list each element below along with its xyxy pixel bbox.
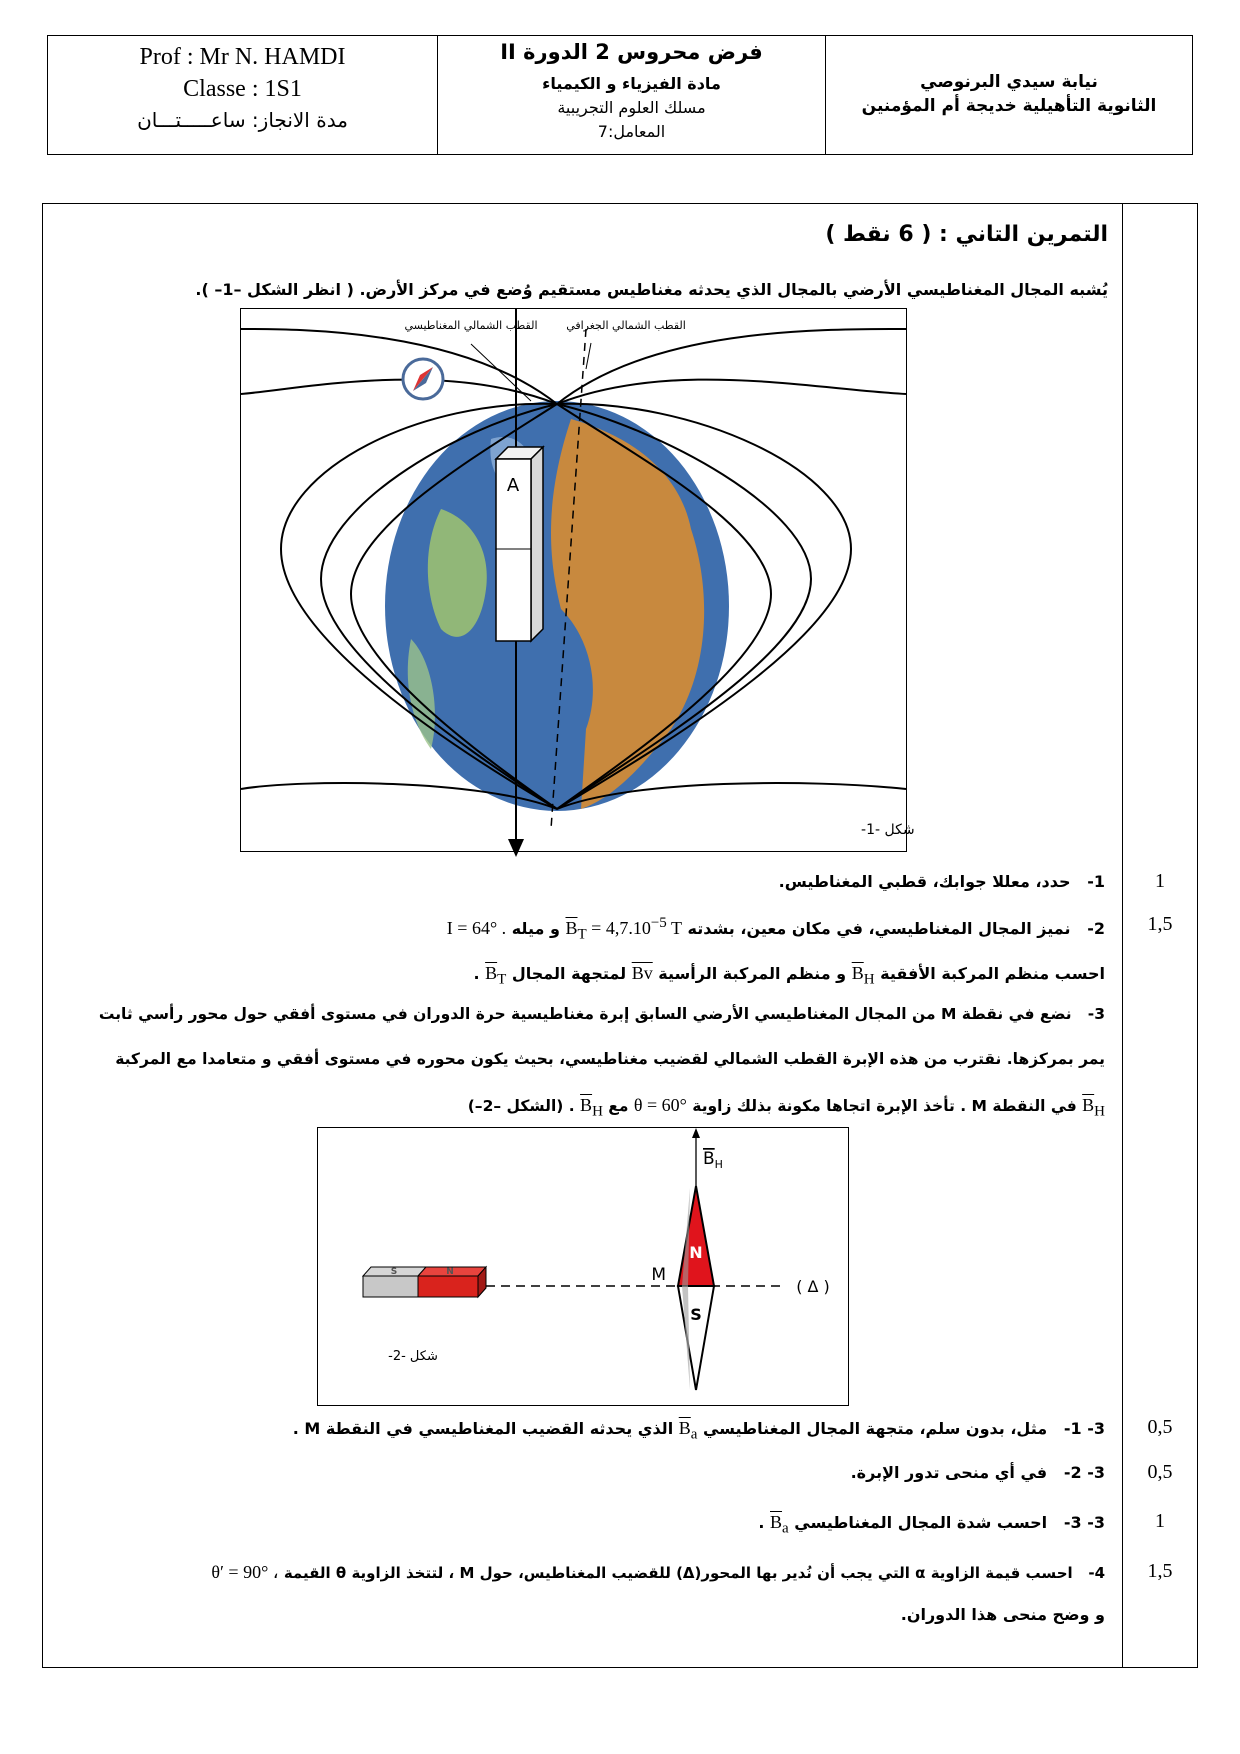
needle-n-label: N xyxy=(689,1243,703,1262)
score-q1: 1 xyxy=(1155,870,1165,892)
theta-60: θ = 60° xyxy=(633,1095,687,1115)
score-q4: 1,5 xyxy=(1147,1560,1173,1582)
question-2 xyxy=(447,915,1105,944)
theta-prime-90: θ′ = 90° ، xyxy=(211,1562,279,1582)
svg-text:S: S xyxy=(390,1267,398,1277)
score-column-divider xyxy=(1122,203,1123,1668)
teacher-name: Prof : Mr N. HAMDI xyxy=(139,44,346,70)
question-2-text: نميز المجال المغناطيسي، في مكان معين، بشدته xyxy=(687,919,1071,938)
exercise-title: التمرين التاني : ( 6 نقط ) xyxy=(825,222,1108,247)
question-4-line2: و وضح منحى هذا الدوران. xyxy=(900,1605,1105,1624)
class-name: Classe : 1S1 xyxy=(183,76,302,102)
magnet-letter: A xyxy=(506,475,520,496)
track: مسلك العلوم التجريبية xyxy=(557,98,706,117)
vector-bh-inline: $\overline{B}_H$ xyxy=(1082,1095,1105,1120)
score-q3-2: 0,5 xyxy=(1147,1461,1173,1483)
header-table xyxy=(47,35,1193,155)
subject: مادة الفيزياء و الكيمياء xyxy=(542,74,721,93)
question-2-line2: احسب منظم المركبة الأفقية $\overline{B}_H$ و منظم المركبة الرأسية $\overline{Bv}$ لمتجهة المجال $\overline{B}_T$ . xyxy=(473,963,1105,988)
school-name: الثانوية التأهيلية خديجة أم المؤمنين xyxy=(861,96,1157,116)
question-3-line2: يمر بمركزها. نقترب من هذه الإبرة القطب الشمالي لقضيب مغناطيسي، بحيث يكون محوره في مستوى أفقي و متعامدا مع المركبة xyxy=(115,1050,1105,1068)
bar-magnet-small xyxy=(363,1267,486,1297)
svg-text:N: N xyxy=(446,1267,454,1277)
formula-bt: $\overline{B}_T = 4,7.10^{-5}$ T xyxy=(565,915,682,943)
vector-bt: $\overline{B}_T$ xyxy=(485,963,507,988)
point-m-label: M xyxy=(651,1265,666,1285)
bar-magnet xyxy=(496,447,543,641)
axis-label: ( Δ ) xyxy=(796,1277,830,1296)
question-3-2: 3- 2- في أي منحى تدور الإبرة. xyxy=(850,1463,1105,1482)
vector-bv: $\overline{Bv}$ xyxy=(631,963,653,983)
question-3-3-number: 3- 3- xyxy=(1063,1513,1105,1532)
vector-ba-2: $\overline{B}_a$ xyxy=(770,1512,789,1537)
bh-label: $B_H$ xyxy=(703,1149,723,1171)
question-3-2-number: 3- 2- xyxy=(1063,1463,1105,1482)
figure-2-needle-magnet xyxy=(317,1127,849,1406)
question-1 xyxy=(779,872,1105,891)
figure-1-caption: شكل -1- xyxy=(861,822,915,838)
question-3-3: 3- 3- احسب شدة المجال المغناطيسي $\overline{B}_a$ . xyxy=(758,1512,1105,1537)
header-school-cell xyxy=(826,36,1192,154)
question-4-number: 4- xyxy=(1088,1564,1105,1582)
figure-1-earth-field xyxy=(240,308,915,852)
compass-needle xyxy=(678,1186,714,1390)
question-3-line3: $\overline{B}_H$ في النقطة M . تأخذ الإبرة اتجاها مكونة بذلك زاوية θ = 60° مع $\overline{B}_H$ . (الشكل –2–) xyxy=(467,1095,1105,1120)
exam-title: فرض محروس 2 الدورة II xyxy=(500,40,763,64)
needle-s-label: S xyxy=(690,1305,702,1324)
score-q2: 1,5 xyxy=(1147,913,1173,935)
vector-bh: $\overline{B}_H$ xyxy=(851,963,875,988)
question-3-1: 3- 1- مثل، بدون سلم، متجهة المجال المغناطيسي $\overline{B}_a$ الذي يحدثه القضيب المغناطيسي في النقطة M . xyxy=(292,1418,1105,1443)
header-exam-cell xyxy=(438,36,826,154)
score-q3-1: 0,5 xyxy=(1147,1416,1173,1438)
exercise-intro: يُشبه المجال المغناطيسي الأرضي بالمجال الذي يحدثه مغناطيس مستقيم وُضع في مركز الأرض. ( انظر الشكل –1– ). xyxy=(195,280,1108,299)
question-4: 4- احسب قيمة الزاوية α التي يجب أن نُدير بها المحور(Δ) للقضيب المغناطيس، حول M ، لتتخذ الزاوية θ القيمة θ′ = 90° ، xyxy=(211,1562,1105,1582)
directorate: نيابة سيدي البرنوصي xyxy=(920,72,1098,92)
question-3-number: 3- xyxy=(1087,1005,1105,1023)
question-3: 3- نضع في نقطة M من المجال المغناطيسي الأرضي السابق إبرة مغناطيسية حرة الدوران في مستوى أفقي حول محور رأسي ثابت xyxy=(98,1005,1105,1023)
question-1-number: 1- xyxy=(1087,872,1105,891)
question-3-1-number: 3- 1- xyxy=(1063,1419,1105,1438)
compass-icon xyxy=(403,359,443,399)
vector-bh-inline-2: $\overline{B}_H$ xyxy=(580,1095,603,1120)
duration: مدة الانجاز: ساعـــــتـــان xyxy=(137,108,348,132)
coefficient: المعامل:7 xyxy=(597,122,666,141)
label-magnetic-north: القطب الشمالي المغناطيسي xyxy=(404,319,538,332)
label-geographic-north: القطب الشمالي الجغرافي xyxy=(566,319,686,332)
question-2-number: 2- xyxy=(1087,919,1105,938)
vector-ba: $\overline{B}_a$ xyxy=(678,1418,698,1443)
question-2-and: و ميله xyxy=(506,919,560,938)
score-q3-3: 1 xyxy=(1155,1510,1165,1532)
formula-inclination: I = 64° . xyxy=(446,918,507,938)
figure-2-caption: شكل -2- xyxy=(388,1349,438,1364)
header-teacher-cell xyxy=(48,36,438,154)
question-1-text: حدد، معللا جوابك، قطبي المغناطيس. xyxy=(778,872,1071,891)
